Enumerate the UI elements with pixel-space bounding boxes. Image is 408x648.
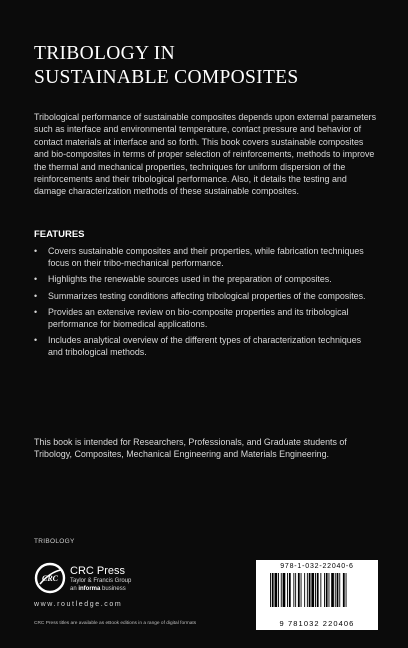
feature-item: [34, 334, 378, 358]
informa-suffix: business: [100, 586, 126, 592]
feature-text: Provides an extensive review on bio-composite properties and its tribological performance for biomedical applications.: [48, 306, 349, 330]
isbn-number: 978-1-032-22040-6: [280, 563, 354, 570]
feature-item: [34, 245, 378, 269]
barcode-bar: [304, 573, 305, 607]
title-line-1: TRIBOLOGY IN: [34, 43, 175, 64]
barcode-bar: [293, 573, 294, 607]
feature-text: Includes analytical overview of the different types of characterization techniques and tribological methods.: [48, 335, 362, 358]
barcode-bar: [281, 573, 282, 607]
barcode-bar: [346, 573, 347, 607]
subject-category: TRIBOLOGY: [34, 538, 75, 545]
bullet-icon: •: [34, 290, 38, 301]
publisher-url: www.routledge.com: [34, 601, 123, 608]
book-title: [34, 42, 374, 90]
bullet-icon: •: [34, 246, 38, 256]
feature-item: [34, 306, 378, 330]
barcode-bar: [301, 573, 302, 607]
ebook-footnote: CRC Press titles are available as eBook editions in a range of digital formats: [34, 621, 197, 626]
barcode-bar: [272, 573, 274, 607]
barcode-bar: [275, 573, 278, 607]
barcode-bar: [295, 573, 296, 607]
informa-prefix: an: [70, 586, 79, 592]
logo-text: CRC: [41, 574, 59, 583]
bullet-icon: •: [34, 274, 38, 285]
barcode-bar: [278, 573, 279, 607]
barcode-bar: [289, 573, 291, 607]
feature-text: Covers sustainable composites and their properties, while fabrication techniques focus on their tribo-mechanical performance.: [48, 246, 364, 269]
barcode-bar: [283, 573, 286, 607]
publisher-block: [70, 565, 131, 593]
book-description: Tribological performance of sustainable composites depends upon external parameters such as interface and environmental temperature, contact pressure and behavior of contact materials at interface and so forth. This book covers sustainable composites and bio-composites in terms of proper selection of reinforcements, methods to improve the thermal and mechanical properties, techniques for uniform dispersion of the reinforcements and their tribological performance. Also, it details the testing and damage characterization methods of these sustainable composites.: [34, 112, 377, 197]
isbn-barcode-box: [256, 560, 378, 630]
informa-line: [70, 585, 131, 593]
barcode-bar: [307, 573, 308, 607]
features-heading: FEATURES: [34, 229, 85, 240]
publisher-name: CRC Press: [70, 565, 126, 577]
bullet-icon: •: [34, 306, 38, 317]
barcode-bar: [287, 573, 288, 607]
feature-text: Summarizes testing conditions affecting tribological properties of the composites.: [48, 290, 366, 301]
publisher-group: Taylor & Francis Group: [70, 578, 132, 584]
barcode-bar: [324, 573, 325, 607]
barcode-digits: 9 781032 220406: [279, 619, 355, 628]
audience-statement: This book is intended for Researchers, Professionals, and Graduate students of Tribology, Composites, Mechanical Engineering and Materials Engineering.: [34, 437, 347, 460]
bullet-icon: •: [34, 335, 38, 346]
barcode-bar: [320, 573, 321, 607]
barcode-bar: [326, 573, 328, 607]
feature-text: Highlights the renewable sources used in the preparation of composites.: [48, 274, 332, 285]
barcode-bar: [331, 573, 334, 607]
barcode-image: [268, 573, 372, 616]
features-list: [34, 245, 378, 363]
barcode-bar: [270, 573, 271, 607]
barcode-bar: [298, 573, 300, 607]
barcode-bar: [343, 573, 345, 607]
barcode-bar: [309, 573, 311, 607]
crc-press-logo-icon: [34, 562, 66, 594]
barcode-bar: [315, 573, 316, 607]
title-line-2: SUSTAINABLE COMPOSITES: [34, 67, 299, 88]
barcode-bar: [339, 573, 340, 607]
feature-item: [34, 290, 378, 302]
barcode-bar: [337, 573, 339, 607]
barcode-bar: [317, 573, 319, 607]
barcode-bar: [329, 573, 330, 607]
barcode-bar: [335, 573, 336, 607]
informa-bold: informa: [78, 586, 101, 592]
feature-item: [34, 273, 378, 285]
barcode-bar: [311, 573, 314, 607]
